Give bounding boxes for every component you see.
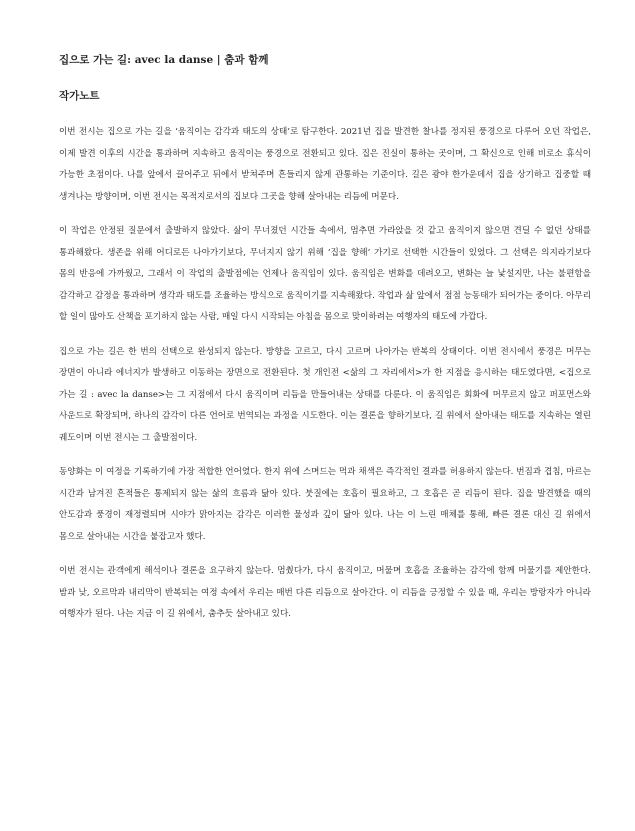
paragraph-2: 이 작업은 안정된 질문에서 출발하지 않았다. 삶이 무너졌던 시간들 속에서, 멈추면 가라앉을 것 같고 움직이지 않으면 견딜 수 없던 상태를 통과해왔다. 생존을 위해 어디로든 나아가기보다, 무너지지 않기 위해 ‘집을 향해’ 가기로 선택한 시간들이 있었다. 그 선택은 의지라기보다 몸의 반응에 가까웠고, 그래서 이 작업의 출발점에는 언제나 움직임이 있다. 움직임은 변화를 데려오고, 변화는 늘 낯설지만, 나는 불편함을 감각하고 감정을 통과하며 생각과 태도를 조율하는 방식으로 움직이기를 지속해왔다. 작업과 삶 앞에서 점점 능동태가 되어가는 중이다. 아무리 할 일이 많아도 산책을 포기하지 않는 사람, 매일 다시 시작되는 아침을 몸으로 맞이하려는 여행자의 태도에 가깝다. [59, 226, 591, 322]
paragraph-3: 집으로 가는 길은 한 번의 선택으로 완성되지 않는다. 방향을 고르고, 다시 고르며 나아가는 반복의 상태이다. 이번 전시에서 풍경은 머무는 장면이 아니라 에너지가 발생하고 이동하는 장면으로 전환된다. 첫 개인전 <삶의 그 자리에서>가 한 지점을 응시하는 태도였다면, <집으로 가는 길 : avec la danse>는 그 지점에서 다시 움직이며 리듬을 만들어내는 상태를 다룬다. 이 움직임은 회화에 머무르지 않고 퍼포먼스와 사운드로 확장되며, 하나의 감각이 다른 언어로 번역되는 과정을 시도한다. 이는 결론을 향하기보다, 길 위에서 살아내는 태도를 지속하는 열린 궤도이며 이번 전시는 그 출발점이다. [59, 346, 591, 443]
paragraph-5: 이번 전시는 관객에게 해석이나 결론을 요구하지 않는다. 멈췄다가, 다시 움직이고, 머물며 호흡을 조율하는 감각에 함께 머물기를 제안한다. 밤과 낮, 오르막과 내리막이 반복되는 여정 속에서 우리는 매번 다른 리듬으로 살아간다. 이 리듬을 긍정할 수 있을 때, 우리는 방랑자가 아니라 여행자가 된다. 나는 지금 이 길 위에서, 춤추듯 살아내고 있다. [59, 566, 591, 619]
section-heading: 작가노트 [59, 90, 100, 102]
paragraph-1: 이번 전시는 집으로 가는 길을 ‘움직이는 감각과 태도의 상태’로 탐구한다. 2021년 집을 발견한 찰나를 정지된 풍경으로 다루어 오던 작업은, 이제 발견 이후의 시간을 통과하며 지속하고 움직이는 풍경으로 전환되고 있다. 집은 진실이 통하는 곳이며, 그 확신으로 인해 비로소 휴식이 가능한 초점이다. 나를 앞에서 끌어주고 뒤에서 받쳐주며 흔들리지 않게 관통하는 기준이다. 길은 광야 한가운데서 집을 상기하고 집중할 때 생겨나는 방향이며, 이번 전시는 목적지로서의 집보다 그곳을 향해 살아내는 리듬에 머문다. [59, 127, 591, 202]
body-text [59, 122, 591, 626]
paragraph-4: 동양화는 이 여정을 기록하기에 가장 적합한 언어였다. 한지 위에 스며드는 먹과 채색은 즉각적인 결과를 허용하지 않는다. 번짐과 겹침, 마르는 시간과 남겨진 흔적들은 통제되지 않는 삶의 흐름과 닮아 있다. 붓질에는 호흡이 필요하고, 그 호흡은 곧 리듬이 된다. 집을 발견했을 때의 안도감과 풍경이 재정렬되며 시야가 맑아지는 감각은 이러한 물성과 깊이 닮아 있다. 나는 이 느린 매체를 통해, 빠른 결론 대신 길 위에서 몸으로 살아내는 시간을 붙잡고자 했다. [59, 467, 591, 542]
document-title: 집으로 가는 길: avec la danse | 춤과 함께 [59, 54, 269, 66]
